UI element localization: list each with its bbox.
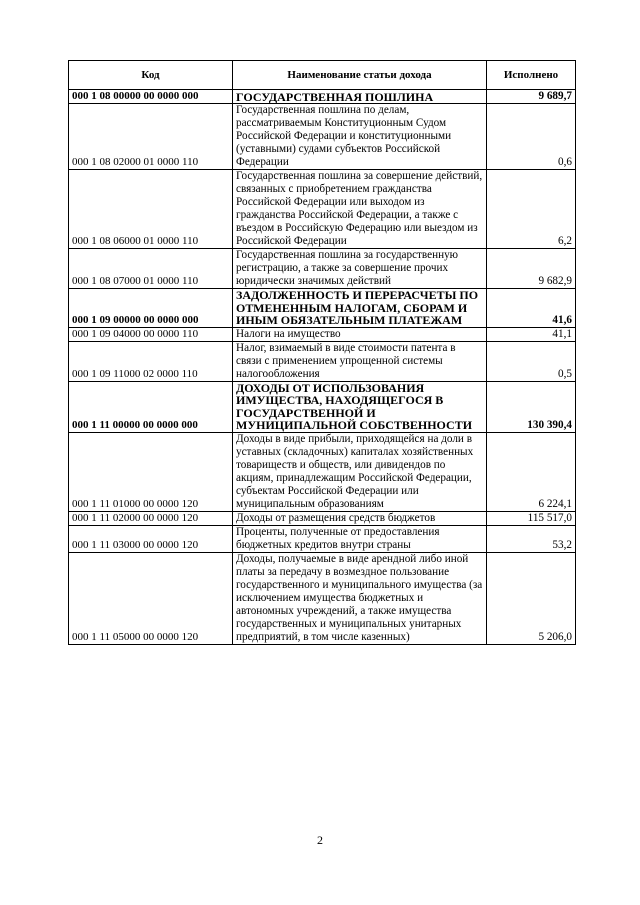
row-name: Налоги на имущество: [233, 327, 487, 341]
row-name: Доходы в виде прибыли, приходящейся на доли в уставных (складочных) капиталах хозяйственных товариществ и обществ, или дивидендов по акциям, принадлежащим Российской Федерации, субъектам Российской Федерации или муниципальным образованиям: [233, 432, 487, 511]
row-name: Государственная пошлина за совершение действий, связанных с приобретением гражданства Российской Федерации или выходом из гражданства Российской Федерации, а также с въездом в Российскую Федерацию или выездом из Российской Федерации: [233, 170, 487, 249]
row-code: 000 1 11 05000 00 0000 120: [69, 552, 233, 644]
table-row: [69, 327, 576, 341]
row-name: ДОХОДЫ ОТ ИСПОЛЬЗОВАНИЯ ИМУЩЕСТВА, НАХОДЯЩЕГОСЯ В ГОСУДАРСТВЕННОЙ И МУНИЦИПАЛЬНОЙ СОБСТВЕННОСТИ: [233, 381, 487, 432]
row-code: 000 1 09 00000 00 0000 000: [69, 289, 233, 328]
row-name: Государственная пошлина по делам, рассматриваемым Конституционным Судом Российской Федерации и конституционными (уставными) судами субъектов Российской Федерации: [233, 104, 487, 170]
row-value: 41,6: [487, 289, 576, 328]
row-value: 130 390,4: [487, 381, 576, 432]
row-code: 000 1 11 02000 00 0000 120: [69, 511, 233, 525]
table-row: [69, 525, 576, 552]
row-value: 0,5: [487, 341, 576, 381]
row-value: 41,1: [487, 327, 576, 341]
table-row: [69, 432, 576, 511]
row-value: 0,6: [487, 104, 576, 170]
row-name: Доходы от размещения средств бюджетов: [233, 511, 487, 525]
row-code: 000 1 08 00000 00 0000 000: [69, 90, 233, 104]
row-name: Проценты, полученные от предоставления бюджетных кредитов внутри страны: [233, 525, 487, 552]
table-row: [69, 381, 576, 432]
table-row: [69, 289, 576, 328]
row-code: 000 1 11 03000 00 0000 120: [69, 525, 233, 552]
row-name: ГОСУДАРСТВЕННАЯ ПОШЛИНА: [233, 90, 487, 104]
table-row: [69, 552, 576, 644]
row-code: 000 1 09 04000 00 0000 110: [69, 327, 233, 341]
row-value: 6 224,1: [487, 432, 576, 511]
row-value: 6,2: [487, 170, 576, 249]
row-value: 53,2: [487, 525, 576, 552]
row-code: 000 1 08 06000 01 0000 110: [69, 170, 233, 249]
row-code: 000 1 09 11000 02 0000 110: [69, 341, 233, 381]
header-value: Исполнено: [487, 61, 576, 90]
table-row: [69, 90, 576, 104]
row-name: Доходы, получаемые в виде арендной либо иной платы за передачу в возмездное пользование государственного и муниципального имущества (за исключением имущества бюджетных и автономных учреждений, а также имущества государственных и муниципальных унитарных предприятий, в том числе казенных): [233, 552, 487, 644]
row-value: 9 682,9: [487, 249, 576, 289]
table-row: [69, 170, 576, 249]
row-code: 000 1 11 00000 00 0000 000: [69, 381, 233, 432]
header-code: Код: [69, 61, 233, 90]
row-value: 9 689,7: [487, 90, 576, 104]
row-code: 000 1 08 07000 01 0000 110: [69, 249, 233, 289]
row-value: 115 517,0: [487, 511, 576, 525]
table-row: [69, 511, 576, 525]
row-name: ЗАДОЛЖЕННОСТЬ И ПЕРЕРАСЧЕТЫ ПО ОТМЕНЕННЫМ НАЛОГАМ, СБОРАМ И ИНЫМ ОБЯЗАТЕЛЬНЫМ ПЛАТЕЖАМ: [233, 289, 487, 328]
row-code: 000 1 08 02000 01 0000 110: [69, 104, 233, 170]
row-name: Государственная пошлина за государственную регистрацию, а также за совершение прочих юридически значимых действий: [233, 249, 487, 289]
header-name: Наименование статьи дохода: [233, 61, 487, 90]
table-header-row: [69, 61, 576, 90]
row-value: 5 206,0: [487, 552, 576, 644]
row-code: 000 1 11 01000 00 0000 120: [69, 432, 233, 511]
table-row: [69, 249, 576, 289]
table-row: [69, 104, 576, 170]
table-row: [69, 341, 576, 381]
revenue-table: [68, 60, 576, 645]
row-name: Налог, взимаемый в виде стоимости патента в связи с применением упрощенной системы налогообложения: [233, 341, 487, 381]
page-number: 2: [317, 833, 323, 847]
